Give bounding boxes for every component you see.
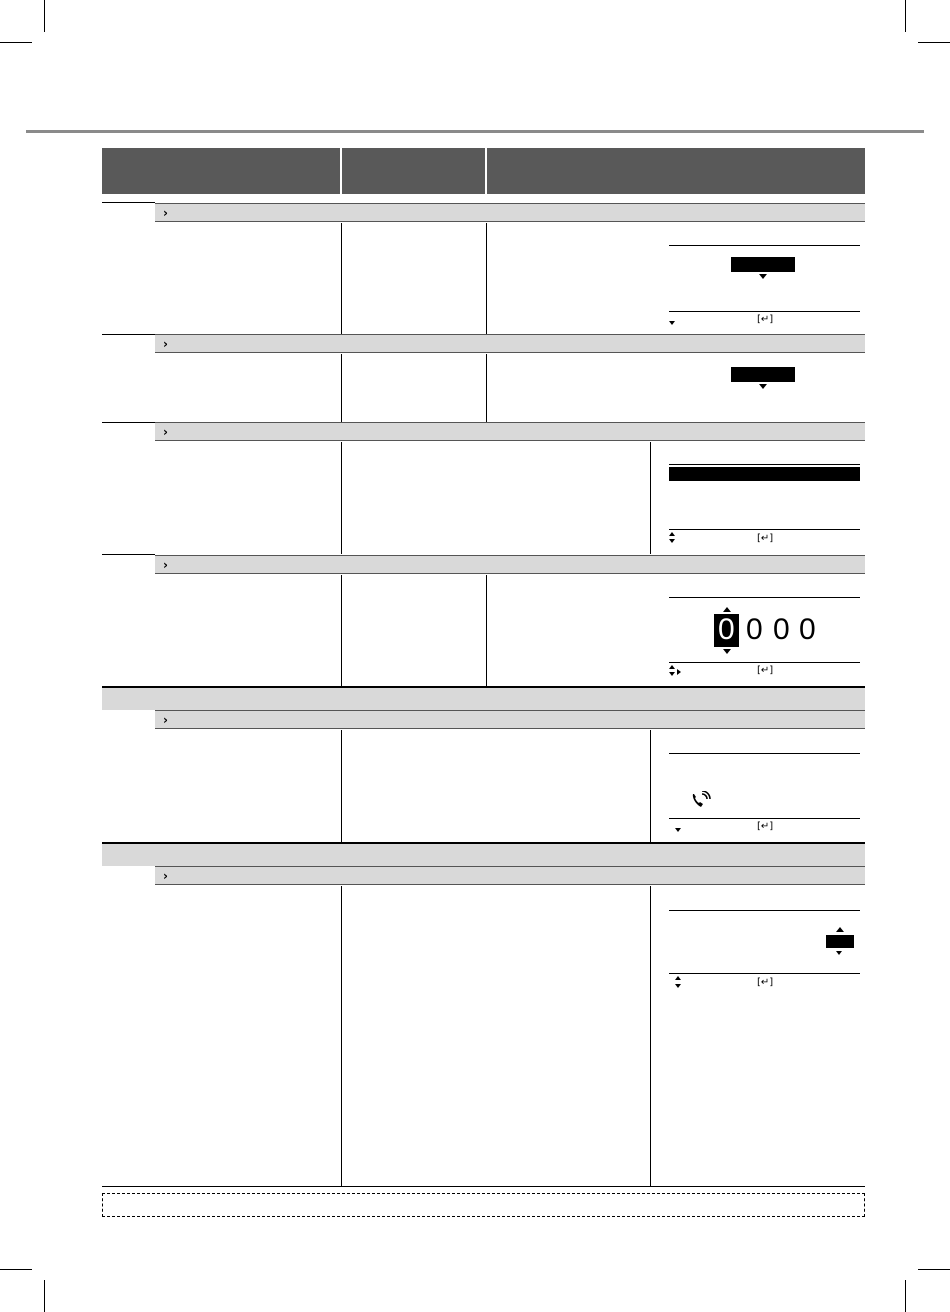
enter-icon: [↵] [757, 977, 774, 988]
crop-mark [918, 42, 950, 43]
section-bar [155, 334, 865, 353]
header-rule [26, 130, 924, 133]
col-divider [486, 354, 487, 422]
section-bar [155, 203, 865, 222]
crop-mark [0, 1269, 32, 1270]
table-bottom-rule [102, 1186, 865, 1187]
col-divider [486, 575, 487, 686]
nav-down-icon [669, 672, 675, 676]
table-header-col-2 [342, 148, 485, 194]
chevron-right-icon: › [163, 337, 168, 351]
section-bar [155, 422, 865, 441]
col-divider [650, 886, 651, 1186]
crop-mark [44, 1280, 45, 1312]
nav-up-icon [675, 976, 681, 980]
chevron-right-icon: › [163, 558, 168, 572]
crop-mark [0, 42, 32, 43]
chevron-right-icon: › [163, 425, 168, 439]
pin-digit: 0 [773, 613, 790, 646]
section-bar [155, 710, 865, 729]
arrow-down-icon [836, 951, 842, 955]
pin-digit: 0 [799, 613, 816, 646]
pin-digit: 0 [718, 613, 735, 646]
row-divider [102, 334, 155, 335]
table-header-col-1 [102, 148, 340, 194]
chevron-right-icon: › [163, 713, 168, 727]
note-box [102, 1193, 865, 1217]
group-bar [102, 844, 865, 866]
crop-mark [44, 0, 45, 32]
arrow-up-icon [836, 927, 844, 932]
row-divider [102, 554, 155, 555]
nav-up-icon [669, 532, 675, 536]
phone-ringing-icon [690, 791, 712, 811]
crop-mark [918, 1269, 950, 1270]
col-divider [486, 223, 487, 334]
col-divider [341, 575, 342, 686]
arrow-down-icon [723, 649, 731, 654]
arrow-down-icon [759, 384, 767, 389]
enter-icon: [↵] [757, 533, 774, 544]
col-divider [341, 730, 342, 842]
nav-down-icon [669, 321, 675, 325]
group-bar [102, 688, 865, 710]
col-divider [650, 730, 651, 842]
arrow-up-icon [723, 607, 731, 612]
arrow-down-icon [759, 274, 767, 279]
nav-down-icon [675, 828, 681, 832]
col-divider [341, 354, 342, 422]
highlight-box [826, 935, 854, 948]
crop-mark [905, 0, 906, 32]
highlight-bar [669, 467, 860, 481]
nav-right-icon [677, 669, 681, 675]
highlight-box [731, 257, 795, 272]
chevron-right-icon: › [163, 869, 168, 883]
highlight-box [731, 367, 795, 382]
col-divider [650, 442, 651, 554]
chevron-right-icon: › [163, 206, 168, 220]
pin-digit: 0 [746, 613, 763, 646]
row-divider [102, 422, 155, 423]
col-divider [341, 886, 342, 1186]
section-bar [155, 866, 865, 885]
nav-down-icon [675, 984, 681, 988]
nav-up-icon [669, 665, 675, 669]
section-bar [155, 555, 865, 574]
row-divider [102, 202, 155, 203]
enter-icon: [↵] [757, 821, 774, 832]
enter-icon: [↵] [757, 314, 774, 325]
nav-down-icon [669, 539, 675, 543]
table-header-col-3 [487, 148, 865, 194]
crop-mark [905, 1280, 906, 1312]
col-divider [341, 223, 342, 334]
col-divider [341, 442, 342, 554]
enter-icon: [↵] [757, 665, 774, 676]
